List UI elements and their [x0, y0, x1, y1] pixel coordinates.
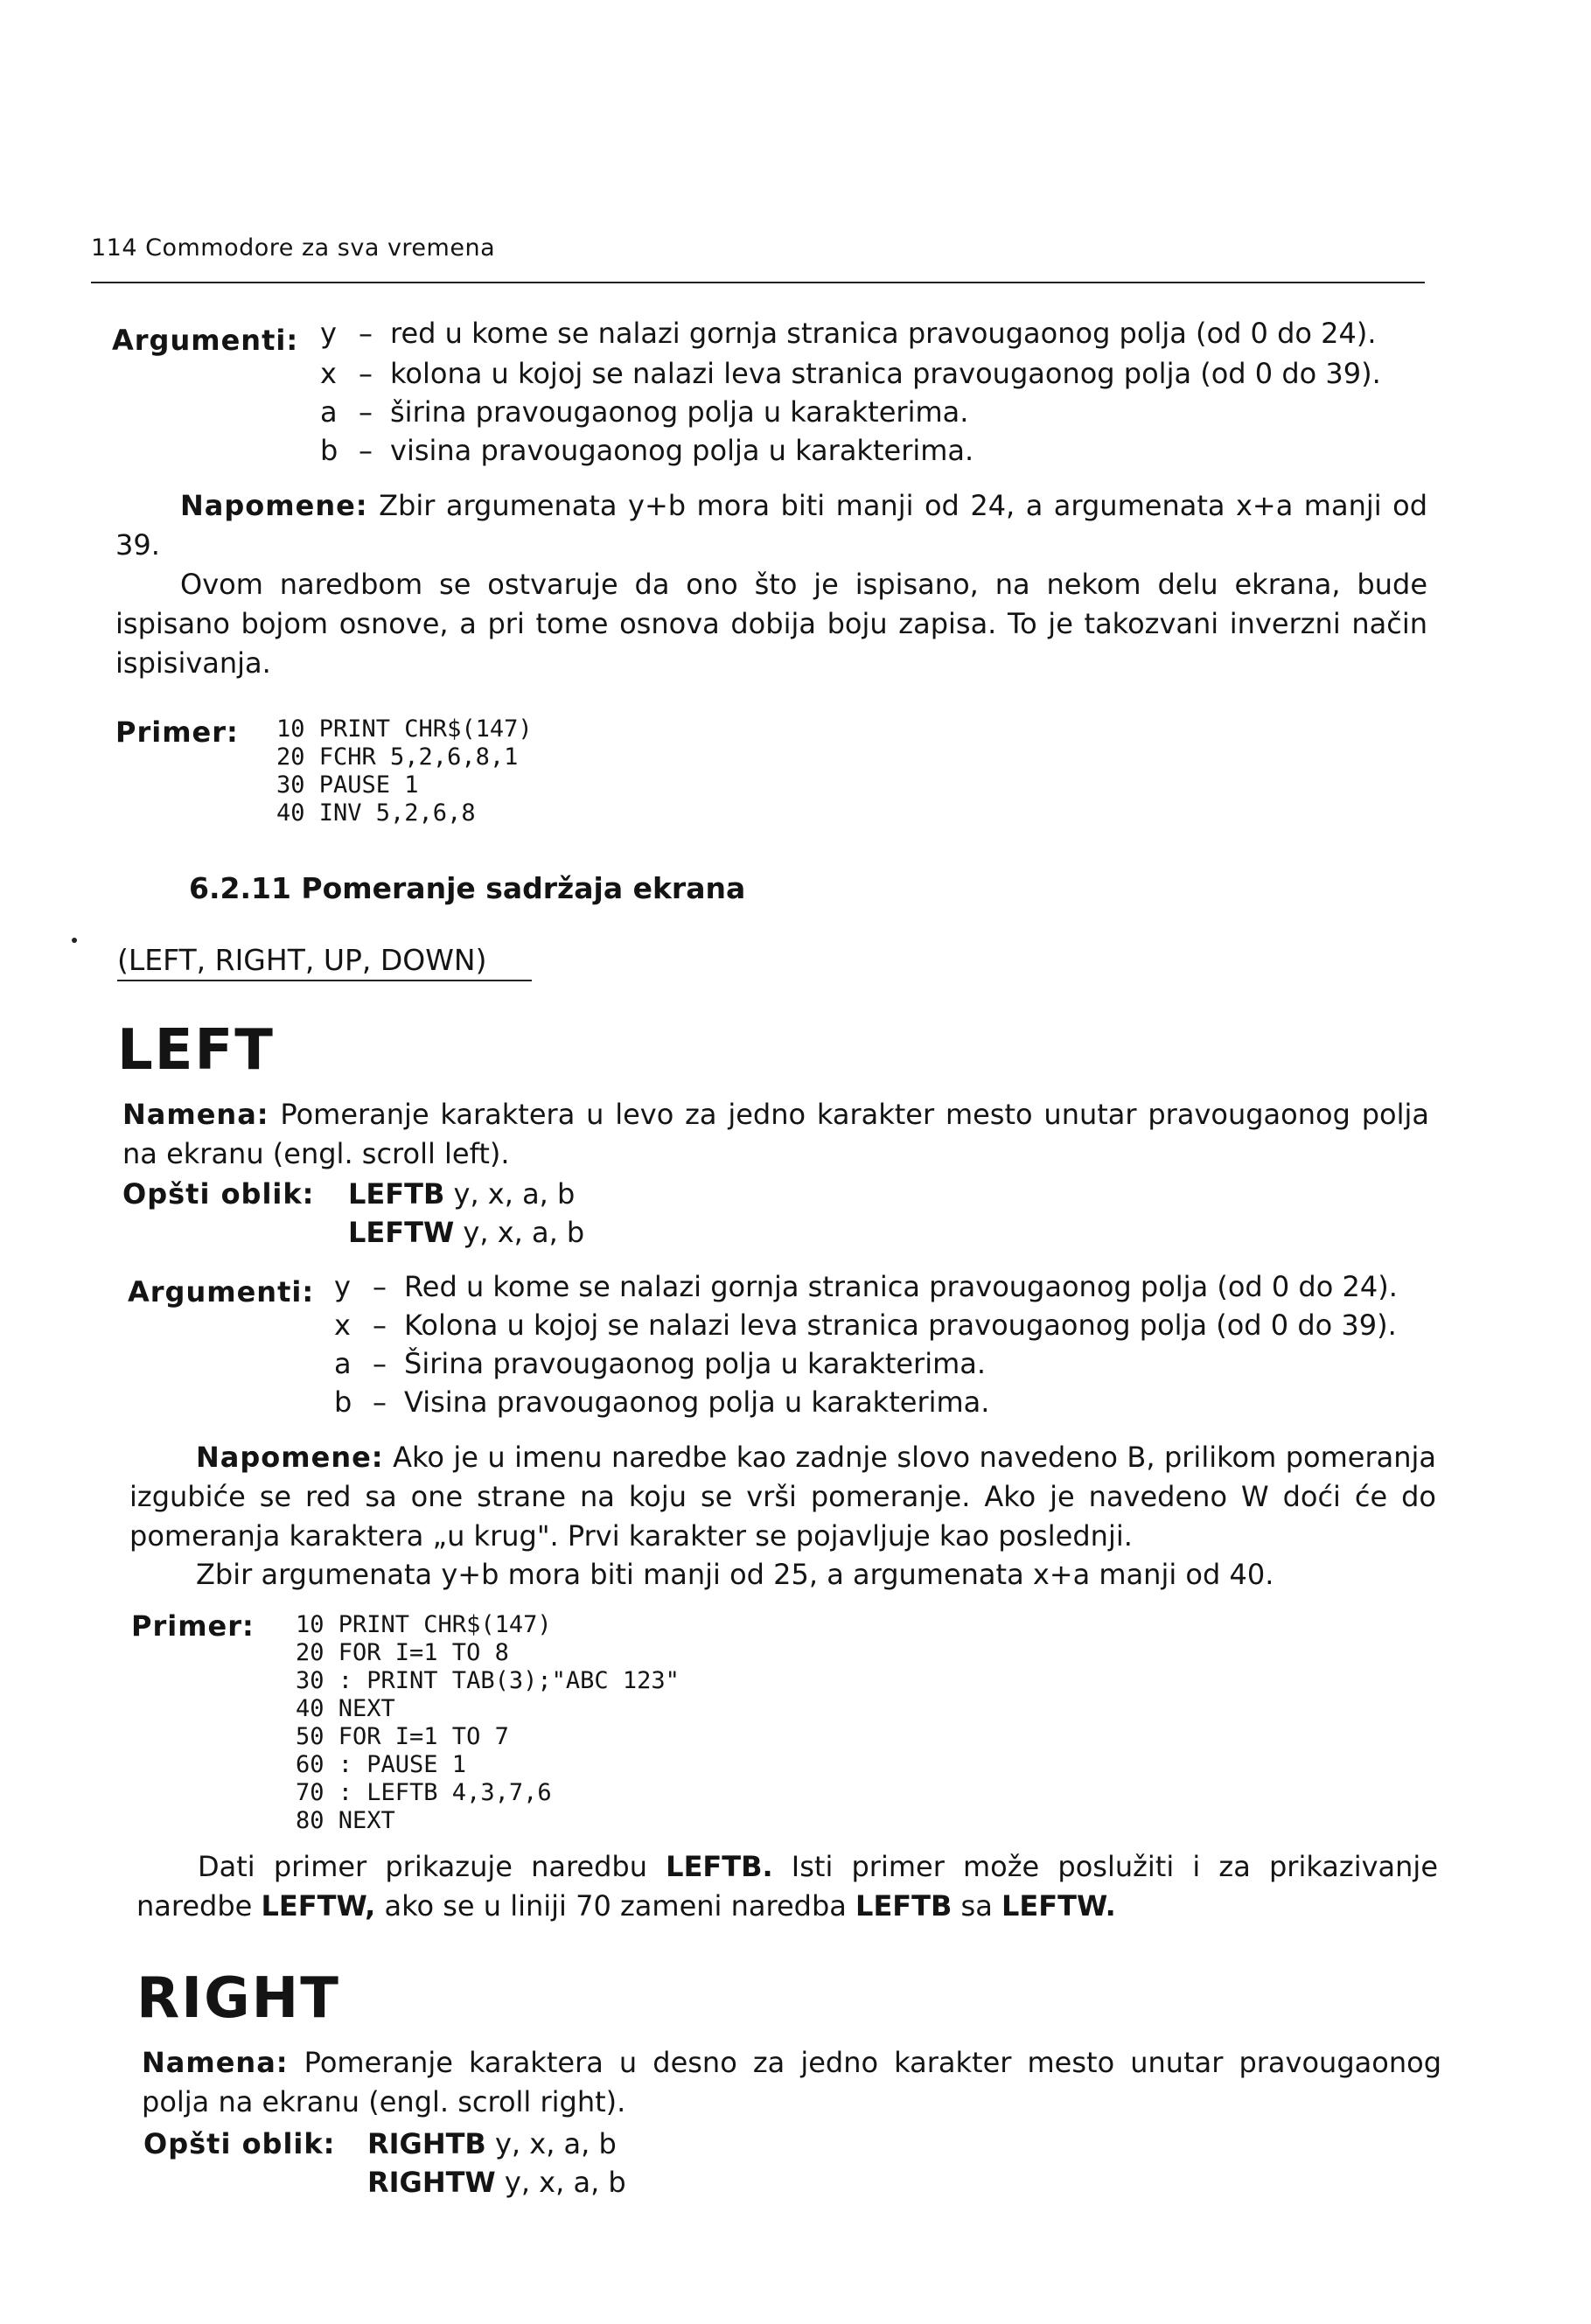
left-explanation [136, 1847, 1438, 1926]
left-purpose-text: Pomeranje karaktera u levo za jedno karakter mesto unutar pravougaonog polja na ekranu (engl. scroll left). [122, 1098, 1430, 1170]
right-form-2-args: y, x, a, b [495, 2166, 626, 2199]
right-heading: RIGHT [136, 1966, 340, 2031]
left-form-2-args: y, x, a, b [454, 1216, 585, 1249]
left-example-label: Primer: [131, 1609, 255, 1643]
arg-var: x [320, 357, 337, 390]
header-rule [91, 282, 1425, 283]
inv-code-line-2: 20 FCHR 5,2,6,8,1 [276, 743, 519, 771]
inv-code-line-3: 30 PAUSE 1 [276, 771, 419, 799]
arg-var: a [320, 395, 338, 429]
left-notes [129, 1438, 1436, 1556]
inv-arg-x [320, 357, 1381, 390]
left-arg-x [334, 1309, 1397, 1342]
left-purpose [122, 1095, 1429, 1174]
left-code-line-6: 60 : PAUSE 1 [296, 1751, 467, 1778]
left-code-line-5: 50 FOR I=1 TO 7 [296, 1723, 509, 1750]
arg-var: x [334, 1309, 351, 1342]
arg-text: kolona u kojoj se nalazi leva stranica pravougaonog polja (od 0 do 39). [390, 357, 1381, 390]
margin-bullet [72, 938, 77, 943]
inv-example-label: Primer: [115, 715, 239, 749]
left-form-label: Opšti oblik: [122, 1177, 315, 1211]
left-code-line-7: 70 : LEFTB 4,3,7,6 [296, 1779, 552, 1806]
left-code-line-1: 10 PRINT CHR$(147) [296, 1611, 552, 1638]
text-run: ako se u liniji 70 zameni naredba [375, 1889, 856, 1923]
left-notes-text: Ako je u imenu naredbe kao zadnje slovo navedeno B, prilikom pomeranja izgubiće se red sa one strane na koju se vrši pomeranje. Ako je navedeno W doći će do pomeranja karaktera „u krug". Prvi karakter se pojavljuje kao poslednji. [129, 1441, 1437, 1553]
text-run: sa [952, 1889, 1001, 1923]
left-arg-b [334, 1385, 989, 1419]
arg-var: a [334, 1347, 352, 1380]
right-form-label: Opšti oblik: [143, 2127, 336, 2160]
left-arg-y [334, 1270, 1398, 1303]
arg-var: b [320, 434, 338, 467]
right-purpose-label: Namena: [142, 2046, 289, 2079]
inv-notes-label: Napomene: [180, 489, 368, 522]
inv-arg-y [320, 317, 1377, 350]
arg-dash: – [373, 1270, 387, 1303]
inv-arg-a [320, 395, 968, 429]
left-notes-sum: Zbir argumenata y+b mora biti manji od 25, a argumenata x+a manji od 40. [196, 1558, 1274, 1591]
left-code-line-8: 80 NEXT [296, 1807, 395, 1834]
right-form-1 [367, 2127, 617, 2160]
arg-text: Kolona u kojoj se nalazi leva stranica pravougaonog polja (od 0 do 39). [404, 1309, 1397, 1342]
left-heading: LEFT [117, 1018, 275, 1083]
section-number-title: 6.2.11 Pomeranje sadržaja ekrana [189, 871, 746, 905]
arg-dash: – [359, 317, 373, 350]
arg-text: red u kome se nalazi gornja stranica pravougaonog polja (od 0 do 24). [390, 317, 1377, 350]
left-form-1 [348, 1177, 575, 1211]
left-notes-label: Napomene: [196, 1441, 384, 1474]
left-code-line-4: 40 NEXT [296, 1695, 395, 1722]
inv-code-line-1: 10 PRINT CHR$(147) [276, 715, 533, 743]
inv-args-label: Argumenti: [112, 324, 299, 357]
inv-notes-paragraph: Ovom naredbom se ostvaruje da ono što je ispisano, na nekom delu ekrana, bude ispisano bojom osnove, a pri tome osnova dobija boju zapisa. To je takozvani inverzni način ispisivanja. [115, 568, 1427, 680]
arg-var: y [320, 317, 337, 350]
arg-text: Širina pravougaonog polja u karakterima. [404, 1347, 987, 1380]
arg-dash: – [359, 357, 373, 390]
command-name: LEFTW. [1001, 1889, 1116, 1923]
inv-code-line-4: 40 INV 5,2,6,8 [276, 799, 476, 827]
section-commands: (LEFT, RIGHT, UP, DOWN) [117, 943, 487, 977]
right-form-2 [367, 2166, 626, 2199]
left-form-2 [348, 1216, 584, 1249]
text-run: Dati primer prikazuje naredbu [198, 1850, 666, 1883]
section-commands-underline [117, 980, 532, 981]
left-form-2-cmd: LEFTW [348, 1216, 455, 1249]
arg-var: y [334, 1270, 351, 1303]
arg-dash: – [373, 1347, 387, 1380]
running-header: 114 Commodore za sva vremena [91, 234, 496, 262]
arg-dash: – [359, 395, 373, 429]
arg-var: b [334, 1385, 352, 1419]
inv-notes [115, 486, 1427, 565]
arg-text: Red u kome se nalazi gornja stranica pravougaonog polja (od 0 do 24). [404, 1270, 1398, 1303]
inv-arg-b [320, 434, 973, 467]
left-purpose-label: Namena: [122, 1098, 269, 1131]
right-form-1-args: y, x, a, b [485, 2127, 617, 2160]
text-run: Isti primer može poslužiti i za prikazivanje naredbe [136, 1850, 1439, 1923]
command-name: LEFTW, [261, 1889, 376, 1923]
inv-notes-text: Zbir argumenata y+b mora biti manji od 24, a argumenata x+a manji od 39. [115, 489, 1428, 562]
left-form-1-cmd: LEFTB [348, 1177, 445, 1211]
left-code-line-2: 20 FOR I=1 TO 8 [296, 1639, 509, 1666]
command-name: LEFTB [855, 1889, 953, 1923]
right-purpose [142, 2043, 1441, 2122]
arg-text: širina pravougaonog polja u karakterima. [390, 395, 969, 429]
right-form-2-cmd: RIGHTW [367, 2166, 496, 2199]
left-arg-a [334, 1347, 986, 1380]
left-code-line-3: 30 : PRINT TAB(3);"ABC 123" [296, 1667, 680, 1694]
arg-dash: – [373, 1385, 387, 1419]
right-purpose-text: Pomeranje karaktera u desno za jedno karakter mesto unutar pravougaonog polja na ekranu (engl. scroll right). [142, 2046, 1442, 2118]
right-form-1-cmd: RIGHTB [367, 2127, 486, 2160]
left-form-1-args: y, x, a, b [444, 1177, 576, 1211]
arg-dash: – [373, 1309, 387, 1342]
arg-dash: – [359, 434, 373, 467]
left-args-label: Argumenti: [128, 1275, 315, 1309]
arg-text: Visina pravougaonog polja u karakterima. [404, 1385, 990, 1419]
command-name: LEFTB. [666, 1850, 773, 1883]
section-title [189, 871, 745, 905]
arg-text: visina pravougaonog polja u karakterima. [390, 434, 974, 467]
